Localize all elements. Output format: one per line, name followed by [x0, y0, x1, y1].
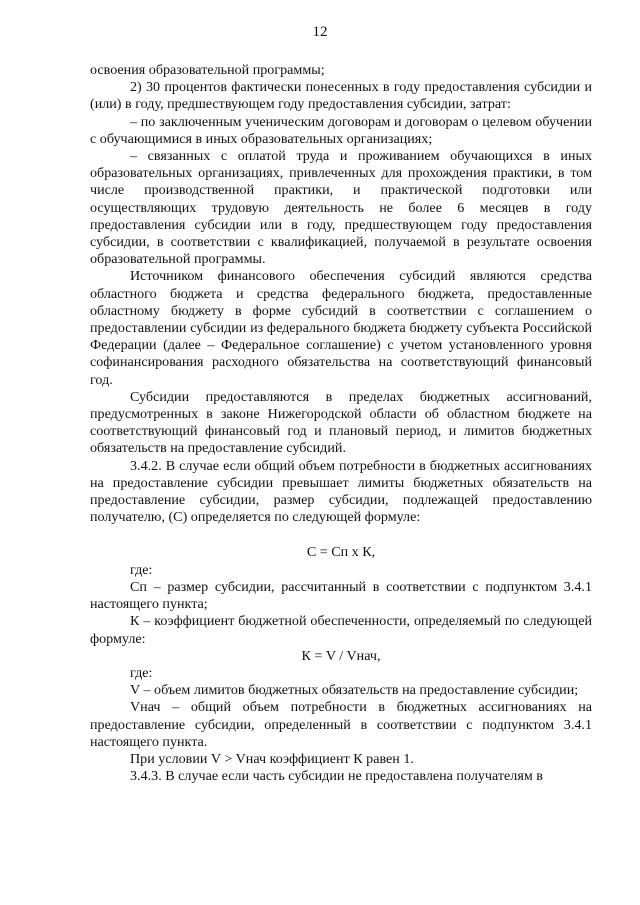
where-label: где: — [130, 664, 153, 681]
paragraph: 3.4.3. В случае если часть субсидии не предоставлена получателям в — [130, 768, 543, 785]
paragraph: Субсидии предоставляются в пределах бюджетных ассигнований, предусмотренных в законе Нижегородской области об областном бюджете на соответствующий финансовый год и плановый период, и лимитов бюджетных обязательств на предоставление субсидий. — [90, 388, 592, 457]
paragraph: При условии V > Vнач коэффициент К равен 1. — [130, 750, 414, 767]
paragraph: освоения образовательной программы; — [90, 62, 325, 78]
paragraph: Источником финансового обеспечения субсидий являются средства областного бюджета и средства федерального бюджета, предоставленные областному бюджету в форме субсидий в соответствии с соглашением о предоставлении субсидии из федерального бюджета бюджету субъекта Российской Федерации (далее – Федеральное соглашение) с учетом установленного уровня софинансирования расходного обязательства на соответствующий финансовый год. — [90, 268, 592, 388]
paragraph: Сп – размер субсидии, рассчитанный в соответствии с подпунктом 3.4.1 настоящего пункта; — [90, 578, 592, 613]
paragraph: 3.4.2. В случае если общий объем потребности в бюджетных ассигнованиях на предоставление субсидии превышает лимиты бюджетных обязательств на предоставление субсидии, размер субсидии, подлежащей предоставлению получателю, (С) определяется по следующей формуле: — [90, 457, 592, 526]
formula: К = V / Vнач, — [301, 647, 381, 664]
paragraph: – по заключенным ученическим договорам и договорам о целевом обучении с обучающимися в иных образовательных организациях; — [90, 113, 592, 147]
paragraph: V – объем лимитов бюджетных обязательств на предоставление субсидии; — [130, 682, 579, 699]
formula: С = Сп х К, — [306, 544, 376, 561]
paragraph: Vнач – общий объем потребности в бюджетных ассигнованиях на предоставление субсидии, определенный в соответствии с подпунктом 3.4.1 настоящего пункта. — [90, 699, 592, 750]
paragraph: 2) 30 процентов фактически понесенных в году предоставления субсидии и (или) в году, предшествующем году предоставления субсидии, затрат: — [90, 79, 592, 113]
page-number: 12 — [312, 24, 328, 40]
paragraph: К – коэффициент бюджетной обеспеченности, определяемый по следующей формуле: — [90, 613, 592, 647]
where-label: где: — [130, 561, 153, 578]
document-body — [90, 62, 592, 785]
paragraph: – связанных с оплатой труда и проживанием обучающихся в иных образовательных организациях, привлеченных для прохождения практики, в том числе производственной практики, и практической подготовки или осуществляющих трудовую деятельность не более 6 месяцев в году предоставления субсидии или в году, предшествующем году предоставления субсидии, в соответствии с квалификацией, получаемой в результате освоения образовательной программы. — [90, 148, 592, 268]
